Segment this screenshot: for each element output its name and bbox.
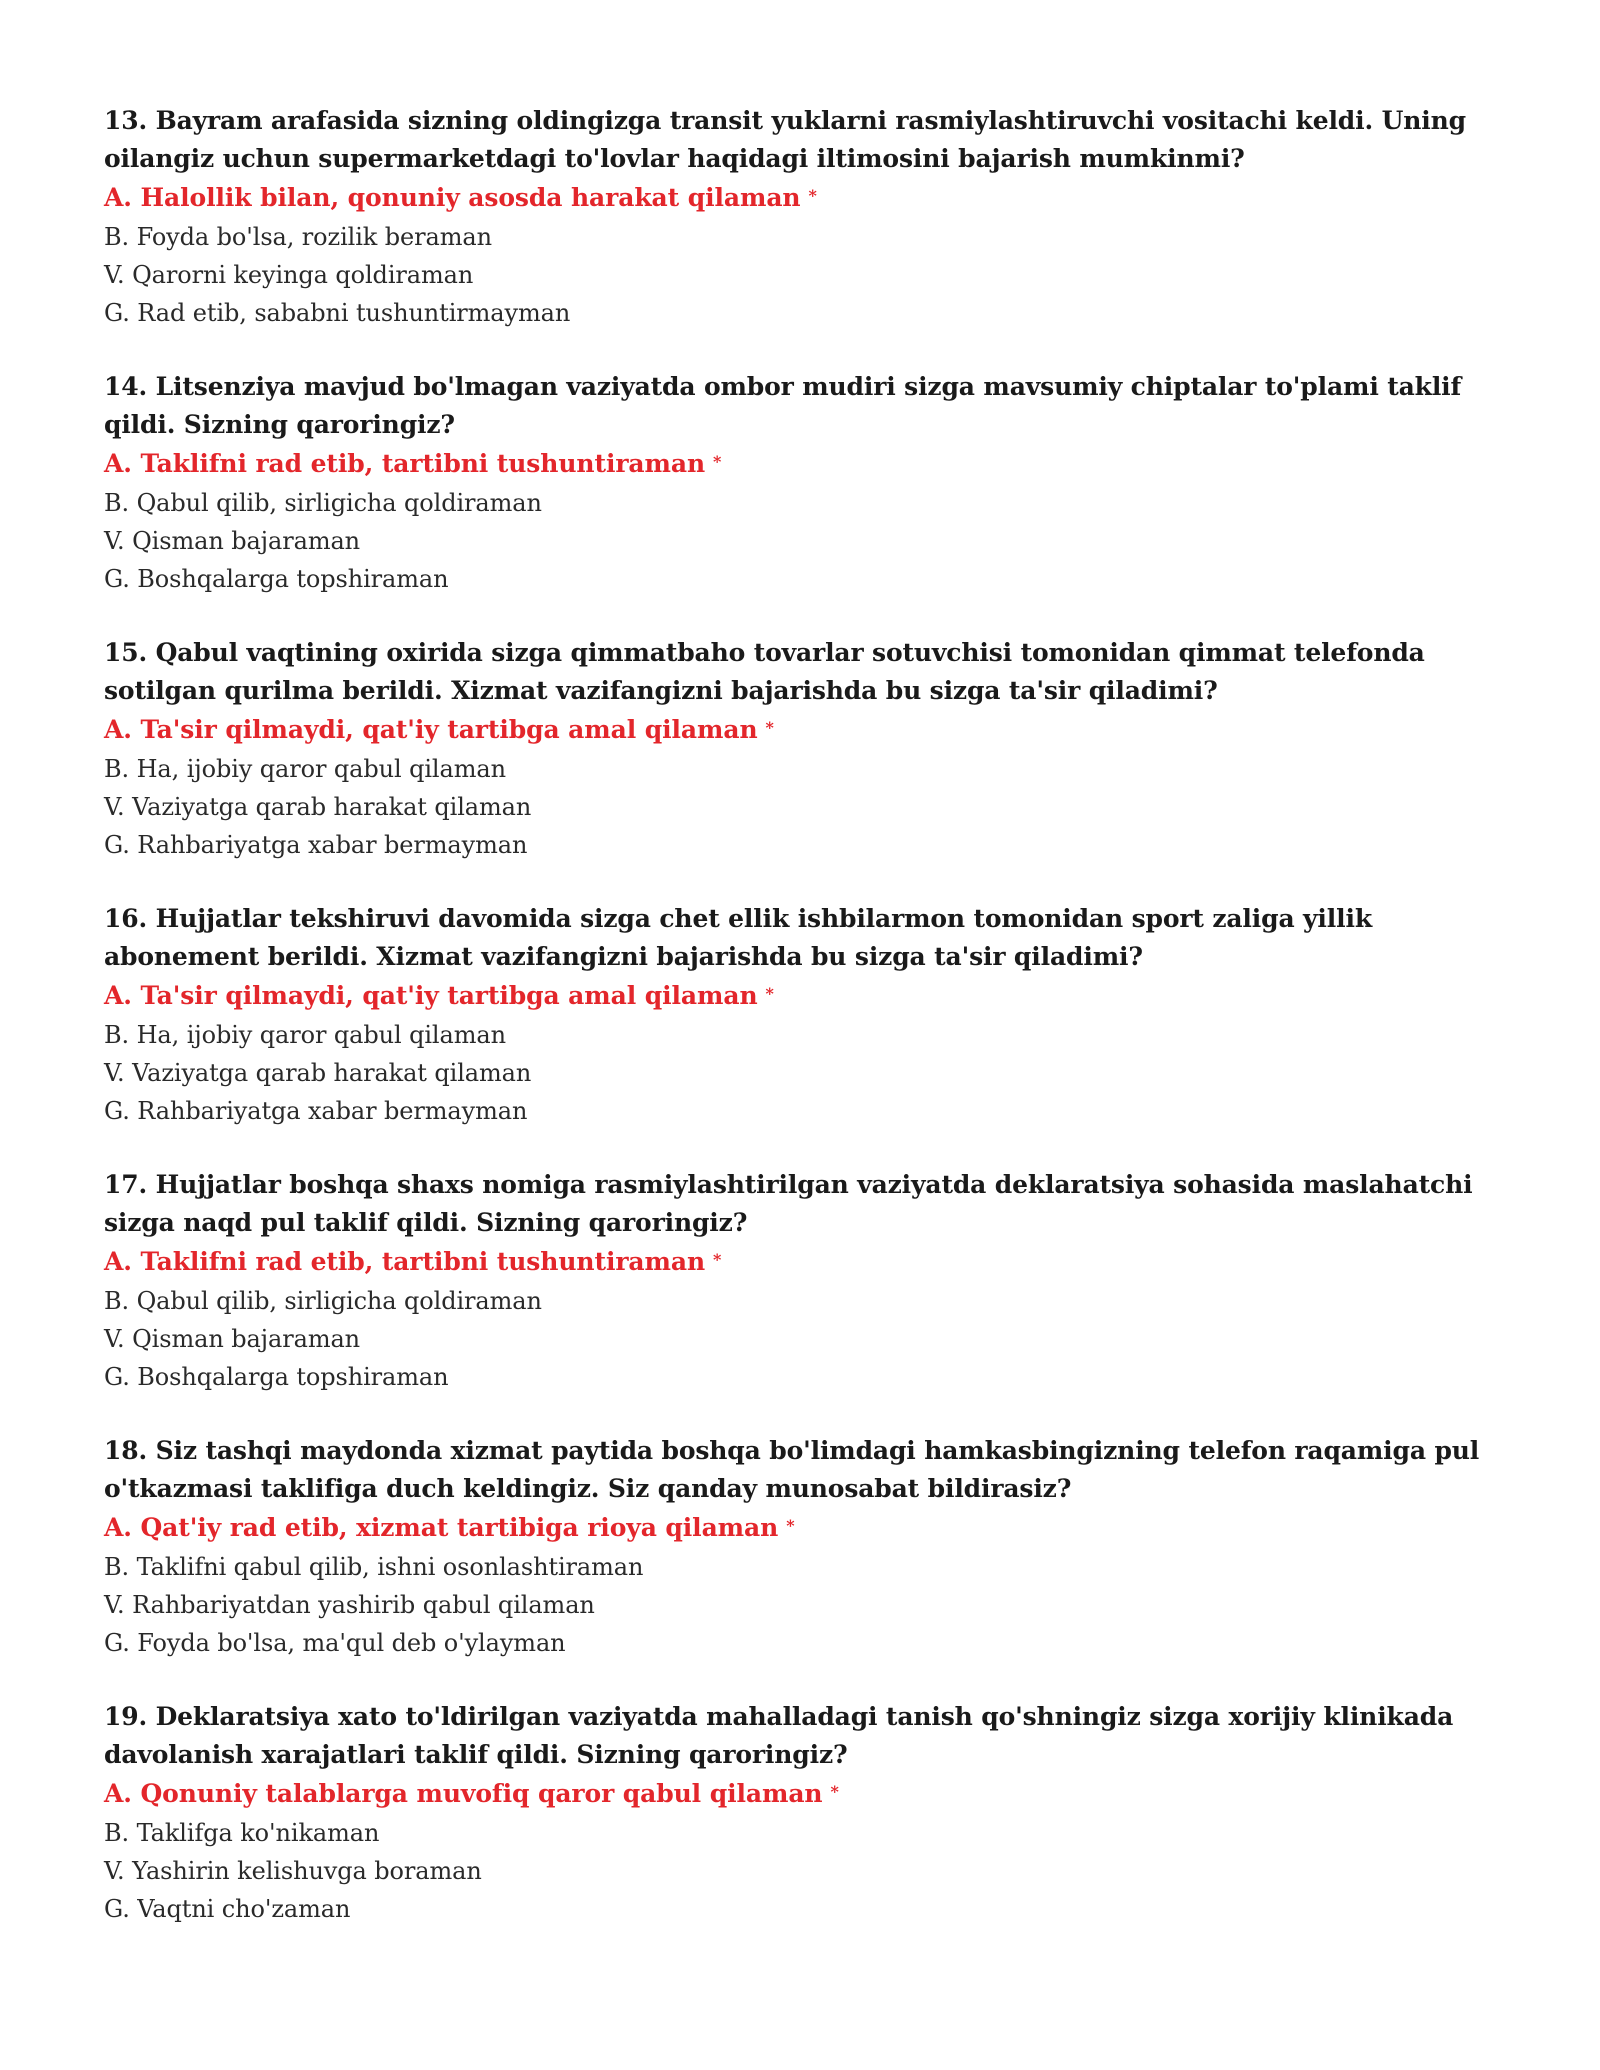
correct-answer <box>104 178 1510 218</box>
answer-option: V. Vaziyatga qarab harakat qilaman <box>104 1059 532 1087</box>
answer-option: V. Yashirin kelishuvga boraman <box>104 1857 482 1885</box>
correct-marker: * <box>713 452 722 471</box>
answer-option: G. Rad etib, sababni tushuntirmayman <box>104 299 571 327</box>
answer-option: V. Rahbariyatdan yashirib qabul qilaman <box>104 1591 595 1619</box>
answer-text: A. Qat'iy rad etib, xizmat tartibiga rioya qilaman <box>104 1513 779 1542</box>
correct-marker: * <box>713 1250 722 1269</box>
question-block <box>104 368 1510 598</box>
correct-answer <box>104 710 1510 750</box>
answer-option: G. Rahbariyatga xabar bermayman <box>104 831 528 859</box>
question-text: 17. Hujjatlar boshqa shaxs nomiga rasmiylashtirilgan vaziyatda deklaratsiya sohasida maslahatchi sizga naqd pul taklif qildi. Sizning qaroringiz? <box>104 1170 1473 1237</box>
question-text: 18. Siz tashqi maydonda xizmat paytida boshqa bo'limdagi hamkasbingizning telefon raqamiga pul o'tkazmasi taklifiga duch keldingiz. Siz qanday munosabat bildirasiz? <box>104 1436 1480 1503</box>
correct-marker: * <box>765 984 774 1003</box>
correct-answer <box>104 1774 1510 1814</box>
answer-text: A. Qonuniy talablarga muvofiq qaror qabul qilaman <box>104 1779 823 1808</box>
question-block <box>104 634 1510 864</box>
question-text: 14. Litsenziya mavjud bo'lmagan vaziyatda ombor mudiri sizga mavsumiy chiptalar to'plami taklif qildi. Sizning qaroringiz? <box>104 372 1462 439</box>
answer-text: A. Halollik bilan, qonuniy asosda harakat qilaman <box>104 183 801 212</box>
question-block <box>104 102 1510 332</box>
answer-option: V. Vaziyatga qarab harakat qilaman <box>104 793 532 821</box>
question-block <box>104 1432 1510 1662</box>
question-text: 15. Qabul vaqtining oxirida sizga qimmatbaho tovarlar sotuvchisi tomonidan qimmat telefonda sotilgan qurilma berildi. Xizmat vazifangizni bajarishda bu sizga ta'sir qiladimi? <box>104 638 1425 705</box>
answer-option: G. Foyda bo'lsa, ma'qul deb o'ylayman <box>104 1629 566 1657</box>
question-block <box>104 900 1510 1130</box>
answer-text: A. Taklifni rad etib, tartibni tushuntiraman <box>104 1247 706 1276</box>
question-text: 19. Deklaratsiya xato to'ldirilgan vaziyatda mahalladagi tanish qo'shningiz sizga xorijiy klinikada davolanish xarajatlari taklif qildi. Sizning qaroringiz? <box>104 1702 1454 1769</box>
correct-marker: * <box>808 186 817 205</box>
answer-option: G. Vaqtni cho'zaman <box>104 1895 351 1923</box>
answer-option: G. Rahbariyatga xabar bermayman <box>104 1097 528 1125</box>
correct-marker: * <box>786 1516 795 1535</box>
question-text: 13. Bayram arafasida sizning oldingizga transit yuklarni rasmiylashtiruvchi vositachi keldi. Uning oilangiz uchun supermarketdagi to'lovlar haqidagi iltimosini bajarish mumkinmi? <box>104 106 1466 173</box>
correct-answer <box>104 1508 1510 1548</box>
answer-option: B. Qabul qilib, sirligicha qoldiraman <box>104 489 542 517</box>
correct-answer <box>104 444 1510 484</box>
answer-option: G. Boshqalarga topshiraman <box>104 1363 449 1391</box>
answer-option: B. Taklifga ko'nikaman <box>104 1819 380 1847</box>
answer-option: V. Qarorni keyinga qoldiraman <box>104 261 474 289</box>
correct-marker: * <box>830 1782 839 1801</box>
answer-option: B. Ha, ijobiy qaror qabul qilaman <box>104 1021 506 1049</box>
answer-option: V. Qisman bajaraman <box>104 527 361 555</box>
question-text: 16. Hujjatlar tekshiruvi davomida sizga chet ellik ishbilarmon tomonidan sport zaliga yillik abonement berildi. Xizmat vazifangizni bajarishda bu sizga ta'sir qiladimi? <box>104 904 1372 971</box>
question-block <box>104 1698 1510 1928</box>
answer-option: B. Foyda bo'lsa, rozilik beraman <box>104 223 492 251</box>
answer-text: A. Ta'sir qilmaydi, qat'iy tartibga amal qilaman <box>104 715 758 744</box>
answer-text: A. Ta'sir qilmaydi, qat'iy tartibga amal qilaman <box>104 981 758 1010</box>
question-block <box>104 1166 1510 1396</box>
answer-option: B. Qabul qilib, sirligicha qoldiraman <box>104 1287 542 1315</box>
answer-option: G. Boshqalarga topshiraman <box>104 565 449 593</box>
answer-option: B. Taklifni qabul qilib, ishni osonlashtiraman <box>104 1553 644 1581</box>
correct-answer <box>104 1242 1510 1282</box>
correct-answer <box>104 976 1510 1016</box>
answer-option: B. Ha, ijobiy qaror qabul qilaman <box>104 755 506 783</box>
correct-marker: * <box>765 718 774 737</box>
answer-text: A. Taklifni rad etib, tartibni tushuntiraman <box>104 449 706 478</box>
answer-option: V. Qisman bajaraman <box>104 1325 361 1353</box>
